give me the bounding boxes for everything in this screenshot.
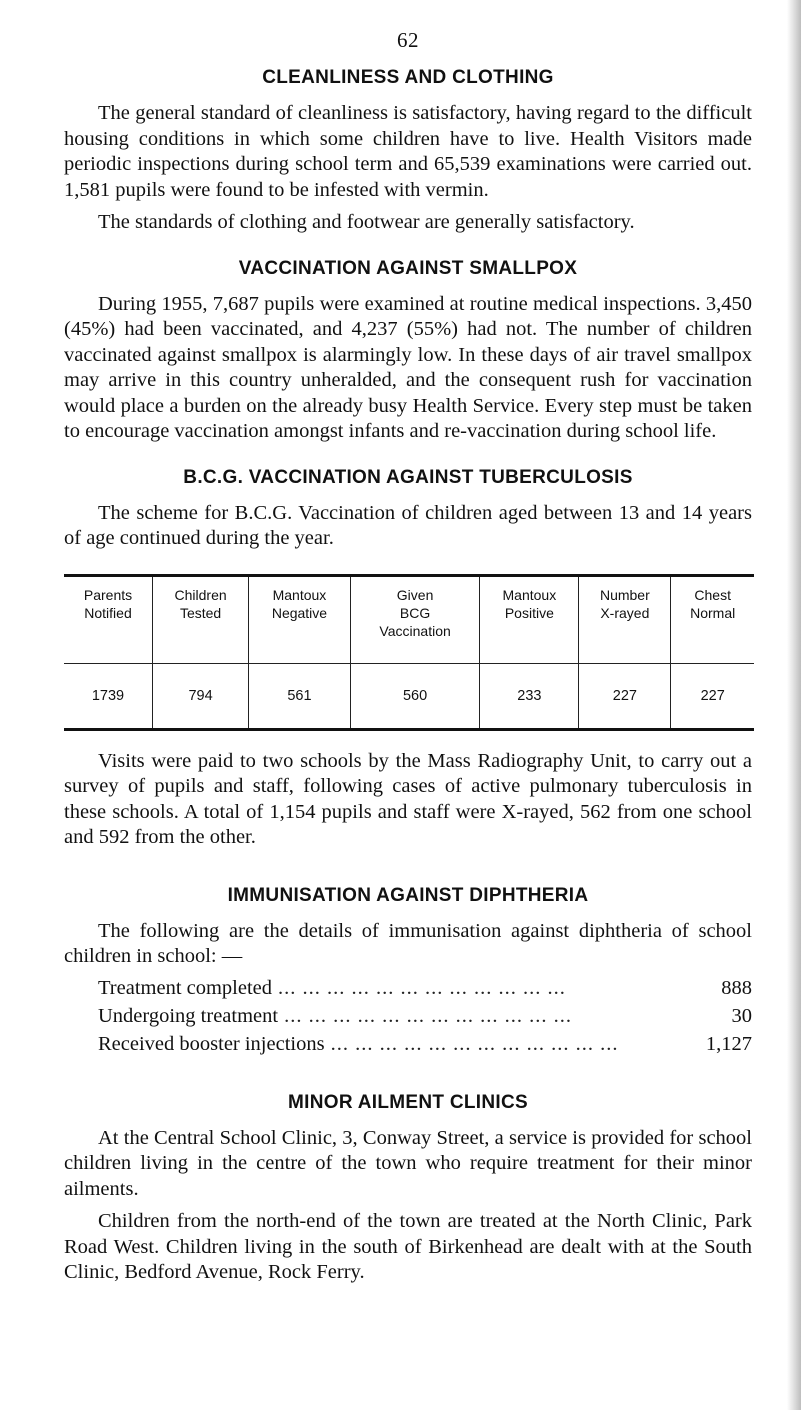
heading-cleanliness: CLEANLINESS AND CLOTHING <box>262 67 554 88</box>
header-mantoux-negative: Mantoux Negative <box>249 575 351 663</box>
list-item <box>64 1030 752 1058</box>
leader-dots: ... ... ... ... ... ... ... ... ... ... ... ... <box>278 976 566 999</box>
table-cell: 794 <box>153 663 249 729</box>
item-value: 30 <box>731 1004 752 1027</box>
leader-dots: ... ... ... ... ... ... ... ... ... ... ... ... <box>284 1004 572 1027</box>
table-cell: 227 <box>671 663 754 729</box>
paragraph: The general standard of cleanliness is satisfactory, having regard to the difficult housing conditions in which some children have to live. Health Visitors made periodic inspections during school term and 65,539 examinations were carried out. 1,581 pupils were found to be infested with vermin. <box>64 102 752 201</box>
paragraph: The scheme for B.C.G. Vaccination of children aged between 13 and 14 years of age continued during the year. <box>64 501 752 549</box>
table-header-row <box>64 575 754 663</box>
bcg-table <box>64 574 754 731</box>
heading-minor-ailments: MINOR AILMENT CLINICS <box>288 1091 528 1113</box>
header-children-tested: Children Tested <box>153 575 249 663</box>
item-label: Received booster injections <box>98 1032 325 1055</box>
section-cleanliness <box>64 67 752 236</box>
paragraph: At the Central School Clinic, 3, Conway Street, a service is provided for school children living in the centre of the town who require treatment for their minor ailments. <box>64 1126 752 1200</box>
paragraph: The standards of clothing and footwear are generally satisfactory. <box>98 211 635 233</box>
heading-smallpox: VACCINATION AGAINST SMALLPOX <box>238 257 578 279</box>
item-label: Treatment completed <box>98 976 273 999</box>
paragraph: During 1955, 7,687 pupils were examined at routine medical inspections. 3,450 (45%) had been vaccinated, and 4,237 (55%) had not. The number of children vaccinated against smallpox is alarmingly low. In these days of air travel smallpox may arrive in this country unheralded, and the consequent rush for vaccination would place a burden on the already busy Health Service. Every step must be taken to encourage vaccination amongst infants and re-vaccination during school life. <box>64 292 752 442</box>
item-value: 1,127 <box>705 1032 752 1055</box>
section-diphtheria <box>64 885 752 1058</box>
table-cell: 227 <box>579 663 671 729</box>
table-cell: 233 <box>480 663 579 729</box>
heading-bcg: B.C.G. VACCINATION AGAINST TUBERCULOSIS <box>183 466 633 488</box>
header-parents-notified: Parents Notified <box>64 575 153 663</box>
document-page <box>64 28 752 1293</box>
immunisation-list <box>64 974 752 1058</box>
header-given-bcg: Given BCG Vaccination <box>350 575 480 663</box>
list-item <box>64 1002 752 1030</box>
paragraph: The following are the details of immunisation against diphtheria of school children in school: — <box>64 919 752 967</box>
paragraph: Children from the north-end of the town are treated at the North Clinic, Park Road West. Children living in the south of Birkenhead are dealt with at the South Clinic, Bedford Avenue, Rock Ferry. <box>64 1210 752 1283</box>
section-minor-ailments <box>64 1092 752 1286</box>
table-cell: 1739 <box>91 687 125 704</box>
item-label: Undergoing treatment <box>98 1004 279 1027</box>
header-chest-normal: Chest Normal <box>671 575 754 663</box>
header-mantoux-positive: Mantoux Positive <box>480 575 579 663</box>
table-cell: 561 <box>249 663 351 729</box>
table-row <box>64 663 754 729</box>
section-smallpox <box>64 258 752 445</box>
leader-dots: ... ... ... ... ... ... ... ... ... ... ... ... <box>330 1032 619 1055</box>
list-item <box>64 974 752 1002</box>
section-bcg <box>64 467 752 851</box>
page-number: 62 <box>397 28 419 52</box>
header-number-xrayed: Number X-rayed <box>579 575 671 663</box>
heading-diphtheria: IMMUNISATION AGAINST DIPHTHERIA <box>227 884 589 906</box>
item-value: 888 <box>721 976 752 999</box>
page-edge-shadow <box>787 0 801 1410</box>
table-cell: 560 <box>350 663 480 729</box>
paragraph: Visits were paid to two schools by the Mass Radiography Unit, to carry out a survey of pupils and staff, following cases of active pulmonary tuberculosis in these schools. A total of 1,154 pupils and staff were X-rayed, 562 from one school and 592 from the other. <box>64 749 752 848</box>
